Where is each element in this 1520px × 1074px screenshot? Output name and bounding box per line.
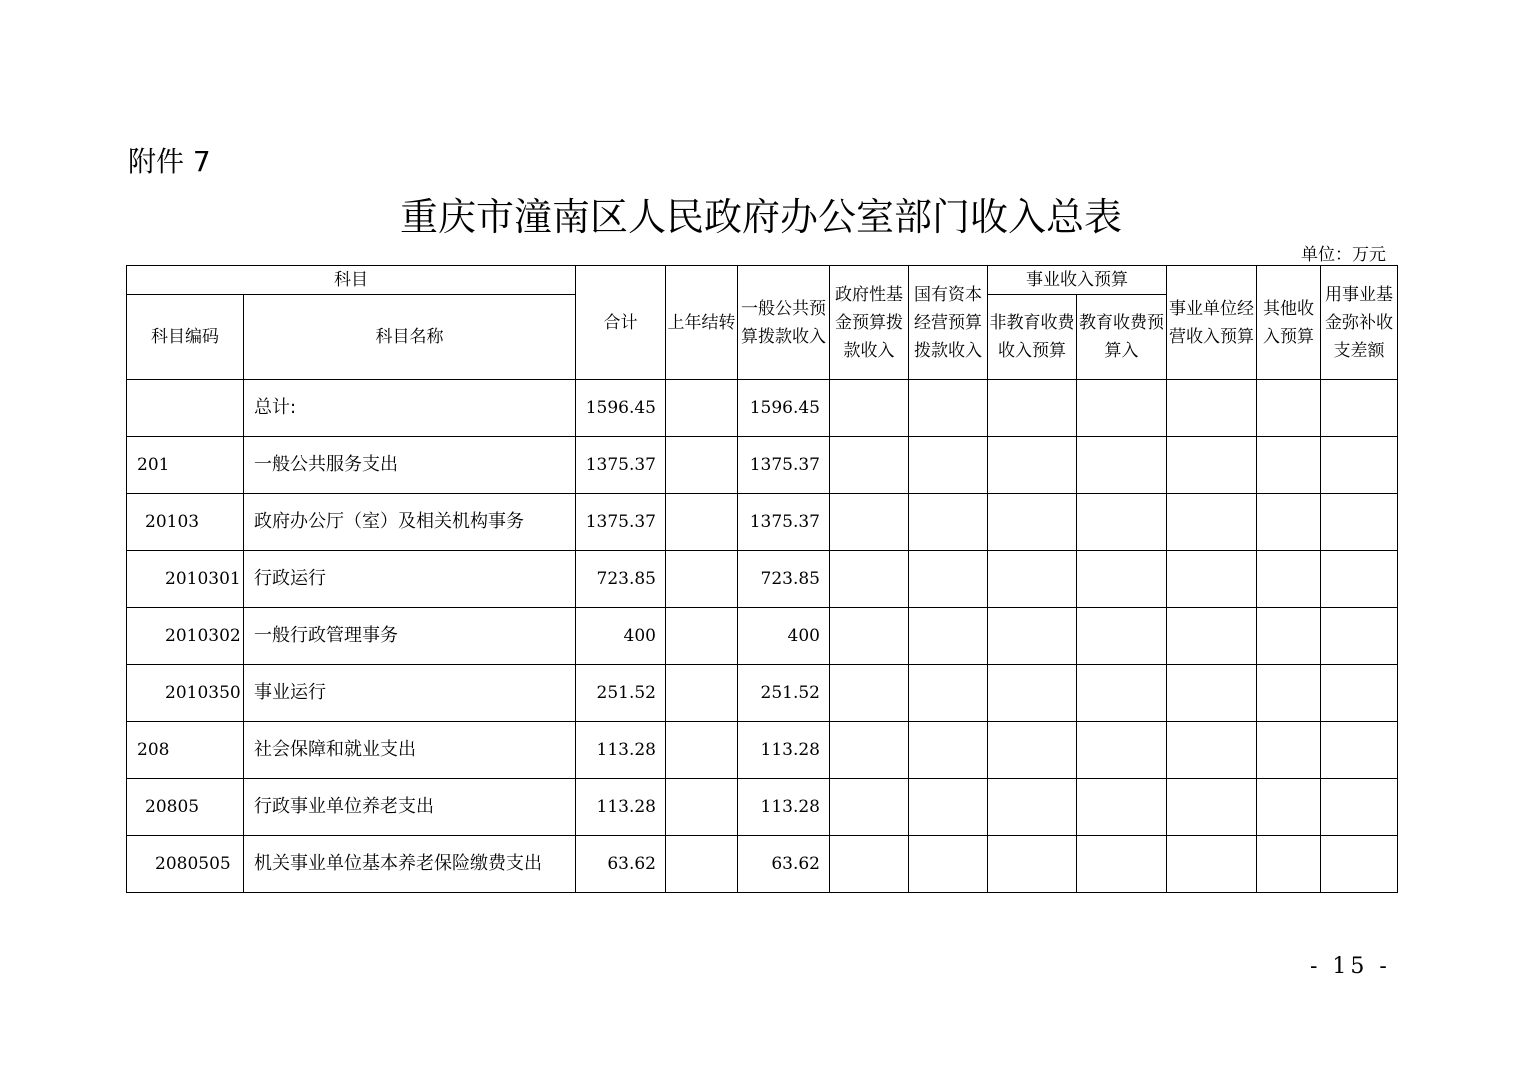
cell-empty xyxy=(1257,779,1321,836)
cell-empty xyxy=(830,836,909,893)
cell-empty xyxy=(988,494,1077,551)
cell-empty xyxy=(1257,608,1321,665)
table-row xyxy=(127,551,1398,608)
cell-empty xyxy=(830,608,909,665)
cell-empty xyxy=(1077,608,1167,665)
cell-empty xyxy=(909,722,988,779)
header-state-capital: 国有资本经营预算拨款收入 xyxy=(909,266,988,380)
cell-total: 113.28 xyxy=(576,722,666,779)
cell-empty xyxy=(1321,779,1398,836)
cell-code: 201 xyxy=(127,437,244,494)
cell-empty xyxy=(909,380,988,437)
cell-carryover xyxy=(666,551,738,608)
cell-empty xyxy=(1167,836,1257,893)
cell-total: 1375.37 xyxy=(576,494,666,551)
cell-empty xyxy=(1257,836,1321,893)
header-unit-operating: 事业单位经营收入预算 xyxy=(1167,266,1257,380)
cell-empty xyxy=(1077,494,1167,551)
cell-total: 723.85 xyxy=(576,551,666,608)
cell-empty xyxy=(1167,437,1257,494)
cell-empty xyxy=(1077,779,1167,836)
cell-carryover xyxy=(666,836,738,893)
cell-empty xyxy=(909,779,988,836)
cell-general: 400 xyxy=(738,608,830,665)
cell-empty xyxy=(1257,437,1321,494)
cell-name: 政府办公厅（室）及相关机构事务 xyxy=(244,494,576,551)
header-name: 科目名称 xyxy=(244,295,576,380)
header-other-income: 其他收入预算 xyxy=(1257,266,1321,380)
cell-general: 723.85 xyxy=(738,551,830,608)
cell-empty xyxy=(988,437,1077,494)
cell-empty xyxy=(909,608,988,665)
header-code: 科目编码 xyxy=(127,295,244,380)
table-row xyxy=(127,836,1398,893)
cell-code: 2010350 xyxy=(127,665,244,722)
cell-empty xyxy=(1077,665,1167,722)
cell-total: 251.52 xyxy=(576,665,666,722)
header-total: 合计 xyxy=(576,266,666,380)
cell-name: 社会保障和就业支出 xyxy=(244,722,576,779)
cell-code xyxy=(127,380,244,437)
table-row xyxy=(127,494,1398,551)
cell-code: 2010302 xyxy=(127,608,244,665)
cell-empty xyxy=(1077,380,1167,437)
table-row xyxy=(127,380,1398,437)
cell-carryover xyxy=(666,494,738,551)
cell-empty xyxy=(1321,380,1398,437)
cell-empty xyxy=(1257,665,1321,722)
cell-empty xyxy=(988,722,1077,779)
cell-empty xyxy=(988,608,1077,665)
cell-empty xyxy=(830,494,909,551)
cell-empty xyxy=(830,380,909,437)
cell-general: 63.62 xyxy=(738,836,830,893)
header-carryover: 上年结转 xyxy=(666,266,738,380)
cell-empty xyxy=(830,551,909,608)
cell-empty xyxy=(830,779,909,836)
cell-empty xyxy=(1167,494,1257,551)
table-row xyxy=(127,665,1398,722)
cell-general: 1375.37 xyxy=(738,494,830,551)
cell-name: 行政事业单位养老支出 xyxy=(244,779,576,836)
cell-empty xyxy=(1321,836,1398,893)
cell-code: 20103 xyxy=(127,494,244,551)
cell-general: 1375.37 xyxy=(738,437,830,494)
cell-empty xyxy=(1077,836,1167,893)
cell-name: 机关事业单位基本养老保险缴费支出 xyxy=(244,836,576,893)
cell-carryover xyxy=(666,722,738,779)
cell-general: 251.52 xyxy=(738,665,830,722)
cell-name: 事业运行 xyxy=(244,665,576,722)
cell-empty xyxy=(988,551,1077,608)
cell-empty xyxy=(1321,494,1398,551)
cell-carryover xyxy=(666,665,738,722)
cell-total: 400 xyxy=(576,608,666,665)
cell-general: 113.28 xyxy=(738,722,830,779)
page-title: 重庆市潼南区人民政府办公室部门收入总表 xyxy=(399,195,1122,239)
cell-empty xyxy=(1321,551,1398,608)
cell-name: 一般公共服务支出 xyxy=(244,437,576,494)
income-table xyxy=(126,265,1398,893)
cell-code: 2080505 xyxy=(127,836,244,893)
cell-empty xyxy=(1257,380,1321,437)
header-non-education-fees: 非教育收费收入预算 xyxy=(988,295,1077,380)
cell-empty xyxy=(909,665,988,722)
cell-empty xyxy=(909,494,988,551)
cell-empty xyxy=(830,437,909,494)
header-education-fees: 教育收费预算入 xyxy=(1077,295,1167,380)
table-row xyxy=(127,437,1398,494)
cell-empty xyxy=(1077,437,1167,494)
cell-empty xyxy=(988,779,1077,836)
cell-empty xyxy=(1321,437,1398,494)
cell-general: 113.28 xyxy=(738,779,830,836)
cell-empty xyxy=(1077,551,1167,608)
cell-empty xyxy=(1257,494,1321,551)
cell-total: 1596.45 xyxy=(576,380,666,437)
cell-empty xyxy=(1257,722,1321,779)
cell-empty xyxy=(1167,608,1257,665)
cell-empty xyxy=(1257,551,1321,608)
header-general-budget: 一般公共预算拨款收入 xyxy=(738,266,830,380)
cell-empty xyxy=(909,551,988,608)
attachment-label: 附件 7 xyxy=(128,145,211,178)
cell-empty xyxy=(909,437,988,494)
cell-code: 20805 xyxy=(127,779,244,836)
cell-carryover xyxy=(666,779,738,836)
cell-total: 1375.37 xyxy=(576,437,666,494)
table-row xyxy=(127,722,1398,779)
cell-empty xyxy=(909,836,988,893)
cell-total: 113.28 xyxy=(576,779,666,836)
cell-total: 63.62 xyxy=(576,836,666,893)
cell-empty xyxy=(1167,665,1257,722)
cell-empty xyxy=(1321,608,1398,665)
cell-general: 1596.45 xyxy=(738,380,830,437)
cell-empty xyxy=(988,836,1077,893)
cell-carryover xyxy=(666,380,738,437)
unit-label: 单位：万元 xyxy=(1301,245,1386,265)
cell-empty xyxy=(1167,551,1257,608)
cell-empty xyxy=(1167,779,1257,836)
table-row xyxy=(127,779,1398,836)
header-gov-fund: 政府性基金预算拨款收入 xyxy=(830,266,909,380)
cell-carryover xyxy=(666,608,738,665)
header-subject: 科目 xyxy=(127,266,576,295)
cell-name: 一般行政管理事务 xyxy=(244,608,576,665)
cell-code: 208 xyxy=(127,722,244,779)
cell-code: 2010301 xyxy=(127,551,244,608)
cell-empty xyxy=(988,380,1077,437)
cell-empty xyxy=(988,665,1077,722)
cell-carryover xyxy=(666,437,738,494)
cell-empty xyxy=(830,665,909,722)
page-number: - 15 - xyxy=(1310,954,1391,979)
cell-empty xyxy=(1167,722,1257,779)
cell-empty xyxy=(1167,380,1257,437)
cell-empty xyxy=(1077,722,1167,779)
header-business-fund: 用事业基金弥补收支差额 xyxy=(1321,266,1398,380)
table-row xyxy=(127,608,1398,665)
cell-empty xyxy=(830,722,909,779)
cell-name: 行政运行 xyxy=(244,551,576,608)
cell-name: 总计: xyxy=(244,380,576,437)
cell-empty xyxy=(1321,665,1398,722)
cell-empty xyxy=(1321,722,1398,779)
header-business-income: 事业收入预算 xyxy=(988,266,1167,295)
